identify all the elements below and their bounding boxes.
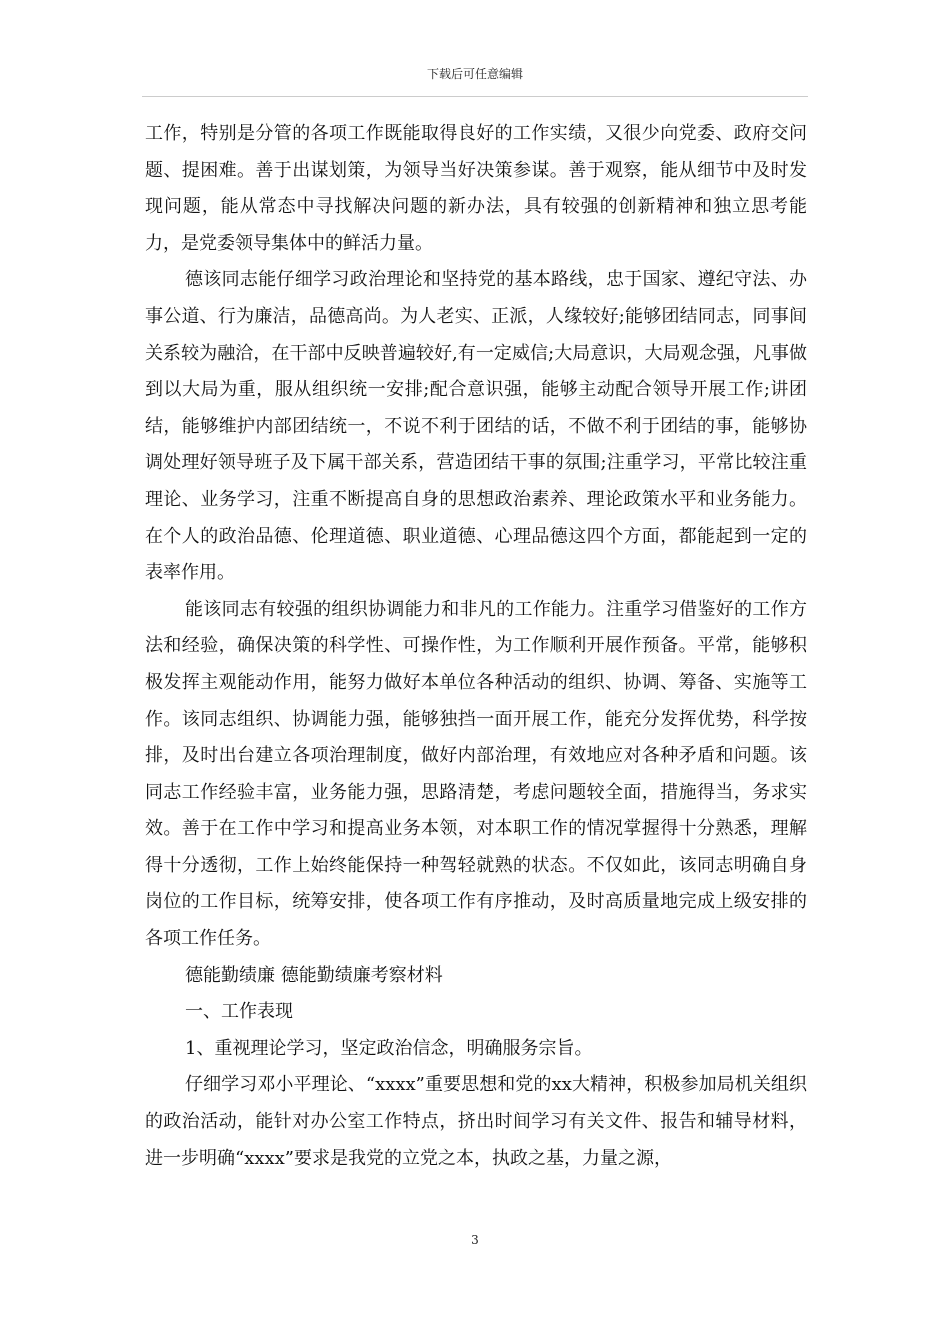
subsection-heading-theory-study: 1、重视理论学习，坚定政治信念，明确服务宗旨。 (185, 1037, 593, 1059)
section-heading-work-performance: 一、工作表现 (185, 1001, 293, 1023)
paragraph-ability: 能该同志有较强的组织协调能力和非凡的工作能力。注重学习借鉴好的工作方法和经验，确保决策的科学性、可操作性，为工作顺利开展作预备。平常，能够积极发挥主观能动作用，能努力做好本单位各种活动的组织、协调、筹备、实施等工作。该同志组织、协调能力强，能够独挡一面开展工作，能充分发挥优势，科学按排，及时出台建立各项治理制度，做好内部治理，有效地应对各种矛盾和问题。该同志工作经验丰富，业务能力强，思路清楚，考虑问题较全面，措施得当，务求实效。善于在工作中学习和提高业务本领，对本职工作的情况掌握得十分熟悉，理解得十分透彻，工作上始终能保持一种驾轻就熟的状态。不仅如此，该同志明确自身岗位的工作目标，统筹安排，使各项工作有序推动，及时高质量地完成上级安排的各项工作任务。 (145, 598, 807, 950)
page-header: 下载后可任意编辑 (426, 67, 523, 81)
section-title: 德能勤绩廉 德能勤绩廉考察材料 (185, 964, 443, 986)
document-body (145, 116, 807, 1177)
paragraph-continuation: 工作，特别是分管的各项工作既能取得良好的工作实绩，又很少向党委、政府交问题、提困难。善于出谋划策，为领导当好决策参谋。善于观察，能从细节中及时发现问题，能从常态中寻找解决问题的新办法，具有较强的创新精神和独立思考能力，是党委领导集体中的鲜活力量。 (145, 123, 807, 254)
header-rule (142, 96, 808, 97)
paragraph-virtue: 德该同志能仔细学习政治理论和坚持党的基本路线，忠于国家、遵纪守法、办事公道、行为廉洁，品德高尚。为人老实、正派，人缘较好;能够团结同志，同事间关系较为融洽，在干部中反映普遍较好,有一定威信;大局意识，大局观念强，凡事做到以大局为重，服从组织统一安排;配合意识强，能够主动配合领导开展工作;讲团结，能够维护内部团结统一，不说不利于团结的话，不做不利于团结的事，能够协调处理好领导班子及下属干部关系，营造团结干事的氛围;注重学习，平常比较注重理论、业务学习，注重不断提高自身的思想政治素养、理论政策水平和业务能力。在个人的政治品德、伦理道德、职业道德、心理品德这四个方面，都能起到一定的表率作用。 (145, 269, 807, 584)
page-number: 3 (471, 1233, 479, 1247)
paragraph-theory-study: 仔细学习邓小平理论、“xxxx”重要思想和党的xx大精神，积极参加局机关组织的政治活动，能针对办公室工作特点，挤出时间学习有关文件、报告和辅导材料，进一步明确“xxxx”要求是我党的立党之本，执政之基，力量之源， (145, 1074, 807, 1169)
